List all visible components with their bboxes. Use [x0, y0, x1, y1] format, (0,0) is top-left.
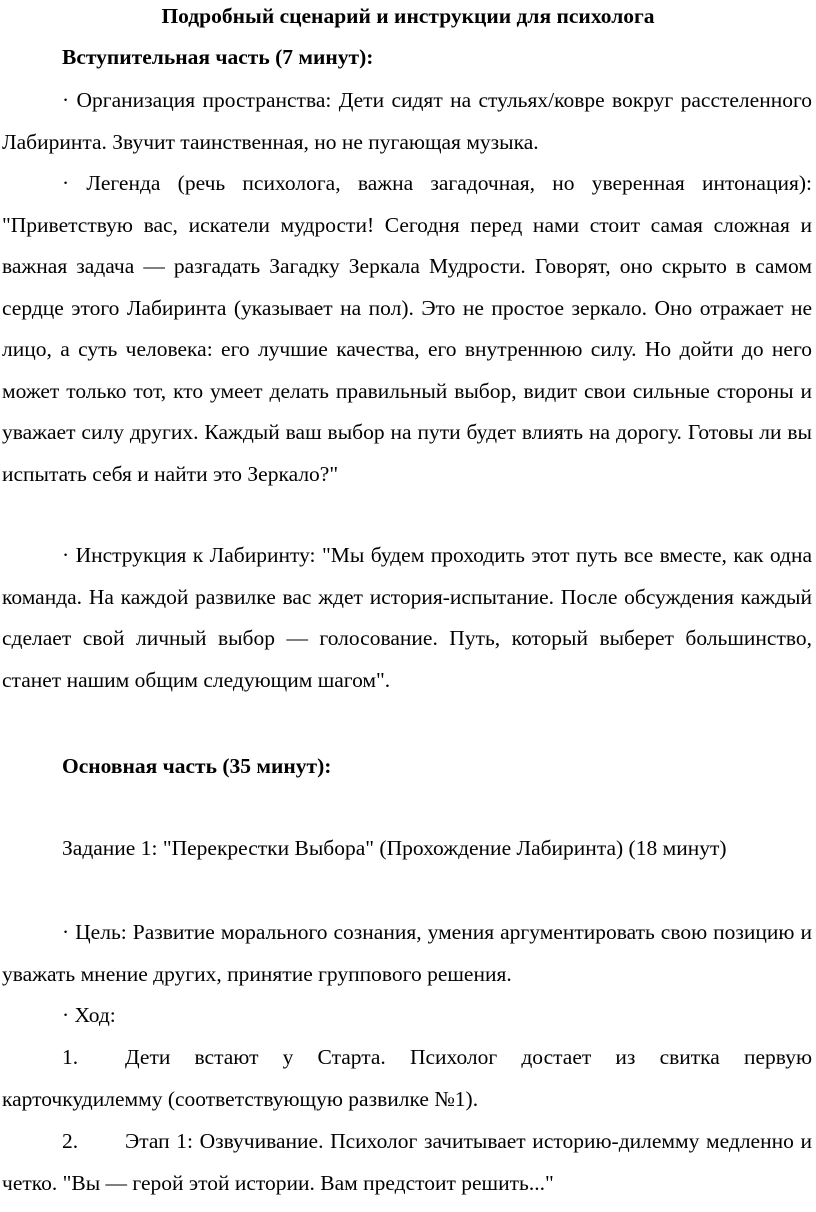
task1-course-label: · Ход: — [62, 1003, 116, 1027]
list-item-text: Этап 1: Озвучивание. Психолог зачитывает историю-дилемму медленно и четко. "Вы — герой этой истории. Вам предстоит решить..." — [2, 1129, 812, 1195]
list-item-number: 1. — [62, 1045, 79, 1069]
intro-legend-paragraph: · Легенда (речь психолога, важна загадочная, но уверенная интонация): "Приветствую вас, искатели мудрости! Сегодня перед нами стоит самая сложная и важная задача — разгадать Загадку Зеркала Мудрости. Говорят, оно скрыто в самом сердце этого Лабиринта (указывает на пол). Это не простое зеркало. Оно отражает не лицо, а суть человека: его лучшие качества, его внутреннюю силу. Но дойти до него может только тот, кто умеет делать правильный выбор, видит свои сильные стороны и уважает силу других. Каждый ваш выбор на пути будет влиять на дорогу. Готовы ли вы испытать себя и найти это Зеркало?" — [2, 171, 812, 486]
task1-title: Задание 1: "Перекрестки Выбора" (Прохождение Лабиринта) (18 минут) — [62, 836, 727, 860]
main-heading: Основная часть (35 минут): — [62, 754, 332, 778]
list-item — [2, 1037, 812, 1120]
document-title: Подробный сценарий и инструкции для психолога — [161, 4, 655, 28]
list-item-text: Дети встают у Старта. Психолог достает из свитка первую карточкудилемму (соответствующую развилке №1). — [2, 1045, 812, 1111]
list-item-number: 2. — [62, 1129, 79, 1153]
intro-heading: Вступительная часть (7 минут): — [62, 45, 374, 69]
intro-instruction-paragraph: · Инструкция к Лабиринту: "Мы будем проходить этот путь все вместе, как одна команда. На каждой развилке вас ждет история-испытание. После обсуждения каждый сделает свой личный выбор — голосование. Путь, который выберет большинство, станет нашим общим следующим шагом". — [2, 543, 812, 692]
list-item — [2, 1121, 812, 1204]
task1-goal-paragraph: · Цель: Развитие морального сознания, умения аргументировать свою позицию и уважать мнение других, принятие группового решения. — [2, 920, 812, 986]
intro-space-paragraph: · Организация пространства: Дети сидят на стульях/ковре вокруг расстеленного Лабиринта. Звучит таинственная, но не пугающая музыка. — [2, 88, 812, 154]
